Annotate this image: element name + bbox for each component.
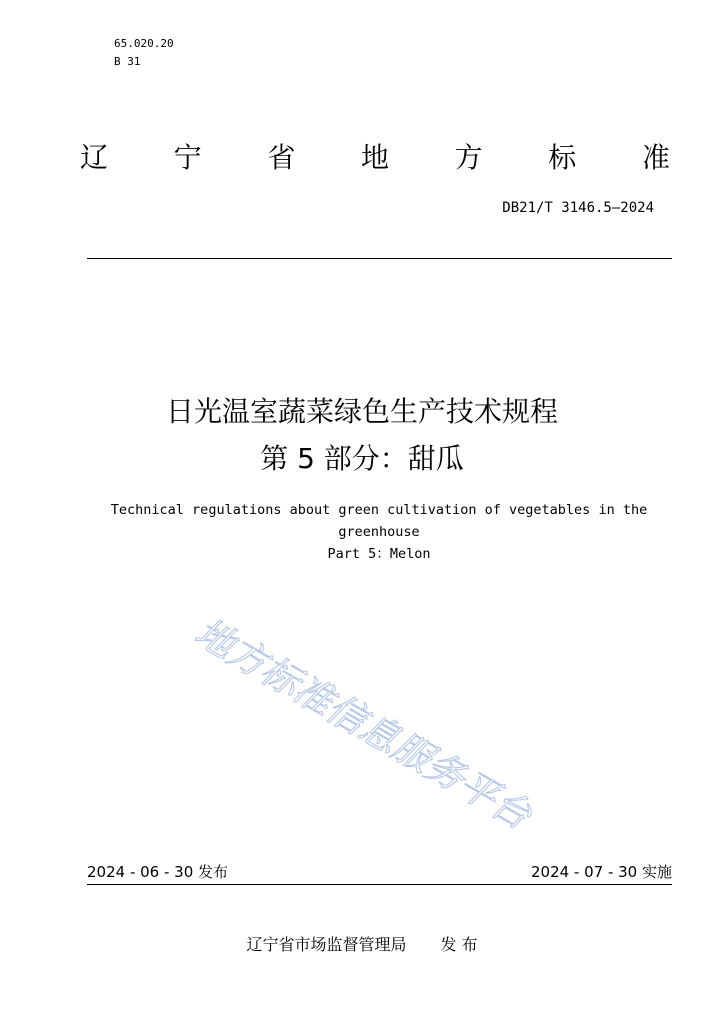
issuer-char: 准 (641, 141, 670, 174)
title-chinese-part: 第 5 部分：甜瓜 (260, 442, 464, 475)
title-english-line-1: Technical regulations about green cultivation of vegetables in the (110, 502, 648, 518)
issuer-char: 标 (548, 141, 577, 174)
watermark (182, 600, 602, 850)
issuer-char: 省 (267, 141, 296, 174)
bottom-divider (87, 884, 672, 885)
ics-code: 65.020.20 (114, 37, 174, 50)
publisher-name: 辽宁省市场监督管理局 (246, 935, 407, 954)
top-divider (87, 258, 672, 259)
issuer-char: 辽 (80, 141, 109, 174)
issuer-title (80, 140, 670, 176)
title-english-line-3: Part 5：Melon (327, 546, 431, 562)
issue-date: 2024 - 06 - 30 发布 (87, 863, 229, 881)
title-english-line-2: greenhouse (338, 524, 420, 540)
issuer-char: 地 (360, 141, 389, 174)
standard-number: DB21/T 3146.5—2024 (502, 200, 654, 216)
watermark-text: 地方标准信息服务平台 (187, 609, 539, 838)
publish-action: 发 布 (440, 935, 478, 954)
implementation-date: 2024 - 07 - 30 实施 (530, 863, 672, 881)
issuer-char: 宁 (173, 141, 202, 174)
issuer-char: 方 (454, 141, 483, 174)
title-chinese-main: 日光温室蔬菜绿色生产技术规程 (165, 395, 558, 428)
publisher-line (0, 934, 724, 956)
ccs-code: B 31 (114, 55, 141, 68)
